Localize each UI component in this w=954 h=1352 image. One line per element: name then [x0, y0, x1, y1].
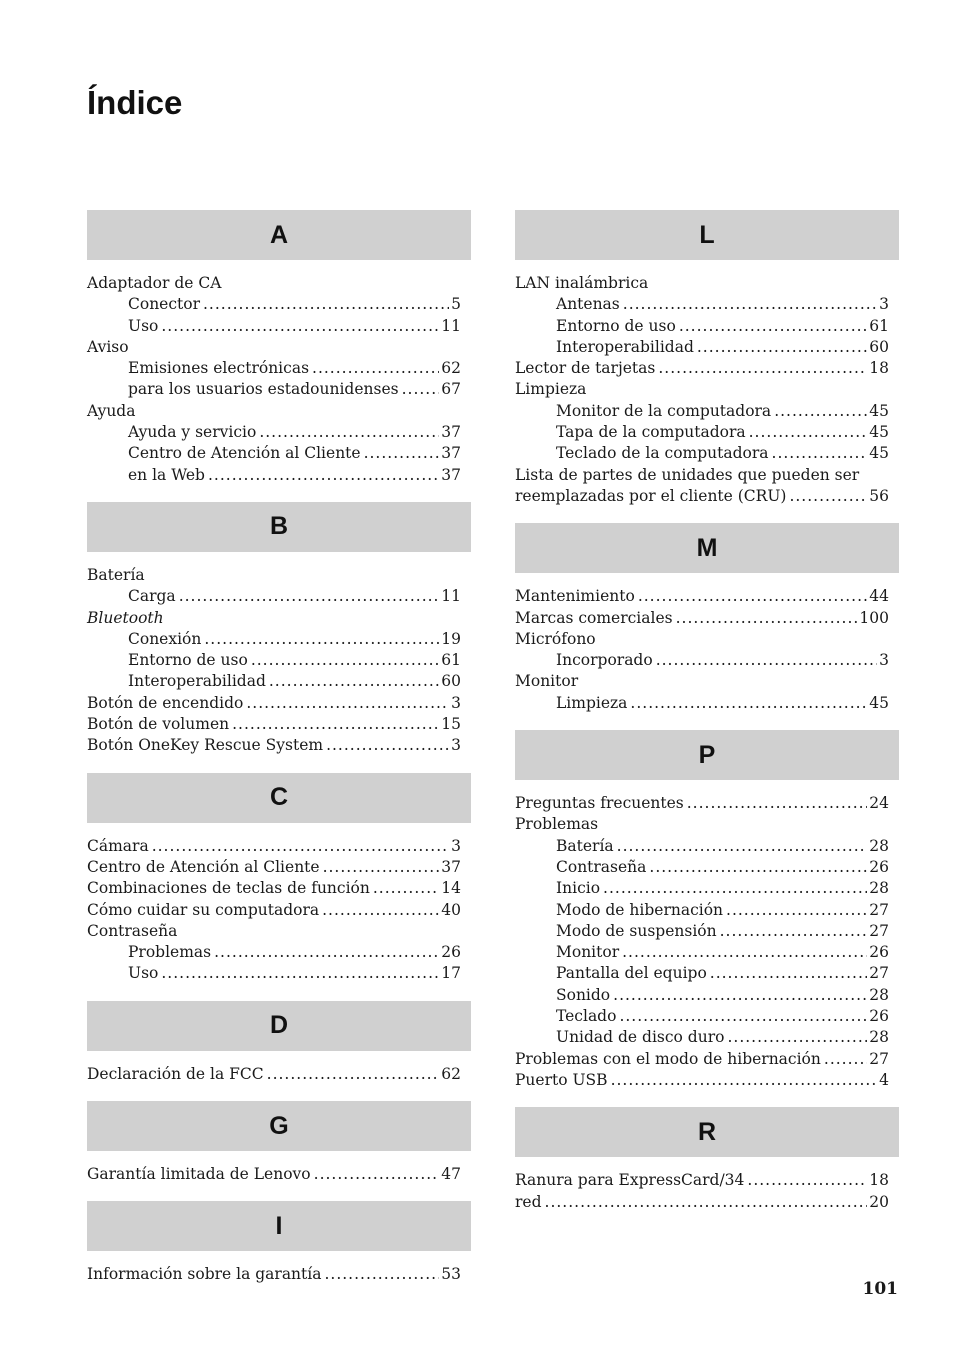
- dot-leader: [267, 1064, 440, 1085]
- index-section-entries: [87, 836, 471, 985]
- dot-leader: [326, 735, 449, 756]
- index-term: Teclado: [556, 1007, 617, 1026]
- index-term: Modo de suspensión: [556, 921, 717, 940]
- dot-leader: [324, 1264, 439, 1285]
- index-term: Problemas: [515, 815, 599, 834]
- index-term: Información sobre la garantía: [87, 1265, 322, 1284]
- index-entry: [515, 273, 889, 294]
- index-entry: [87, 273, 461, 294]
- index-term: Emisiones electrónicas: [128, 359, 310, 378]
- index-page-ref: 45: [869, 693, 889, 712]
- index-term: Conector: [128, 295, 200, 314]
- index-entry: [515, 1170, 889, 1191]
- dot-leader: [613, 985, 867, 1006]
- dot-leader: [774, 401, 867, 422]
- index-page-ref: 37: [441, 444, 461, 463]
- index-term: Aviso: [87, 337, 129, 356]
- index-page-ref: 3: [879, 295, 889, 314]
- index-subentry: [515, 316, 889, 337]
- index-subentry: [515, 401, 889, 422]
- dot-leader: [687, 793, 868, 814]
- index-term: Pantalla del equipo: [556, 964, 707, 983]
- dot-leader: [251, 650, 439, 671]
- index-term: Cámara: [87, 836, 149, 855]
- dot-leader: [720, 921, 868, 942]
- index-term: Botón OneKey Rescue System: [87, 736, 324, 755]
- index-term: Contraseña: [87, 921, 178, 940]
- index-subentry: [515, 1006, 889, 1027]
- index-entry: [515, 671, 889, 692]
- index-subentry: [87, 650, 461, 671]
- section-letter-a: A: [87, 210, 471, 260]
- dot-leader: [622, 942, 867, 963]
- dot-leader: [749, 422, 868, 443]
- index-page-ref: 3: [451, 736, 461, 755]
- dot-leader: [259, 422, 439, 443]
- index-subentry: [515, 443, 889, 464]
- index-page-ref: 17: [441, 964, 461, 983]
- dot-leader: [545, 1192, 868, 1213]
- index-page-ref: 15: [441, 715, 461, 734]
- index-subentry: [87, 629, 461, 650]
- index-entry: [87, 1064, 461, 1085]
- index-section-entries: [87, 565, 471, 757]
- index-subentry: [87, 671, 461, 692]
- index-page-ref: 37: [441, 857, 461, 876]
- index-entry: [87, 900, 461, 921]
- index-subentry: [515, 963, 889, 984]
- index-subentry: [515, 422, 889, 443]
- index-page-ref: 28: [869, 1028, 889, 1047]
- index-entry: [515, 586, 889, 607]
- index-term: Puerto USB: [515, 1070, 608, 1089]
- section-letter-l: L: [515, 210, 899, 260]
- dot-leader: [676, 608, 858, 629]
- index-page-ref: 62: [441, 359, 461, 378]
- index-subentry: [87, 465, 461, 486]
- index-section-entries: [87, 1164, 471, 1185]
- index-entry: [515, 793, 889, 814]
- index-term: Entorno de uso: [556, 316, 676, 335]
- index-term: Ranura para ExpressCard/34: [515, 1171, 745, 1190]
- index-page-ref: 37: [441, 465, 461, 484]
- index-page-ref: 27: [869, 921, 889, 940]
- dot-leader: [789, 486, 867, 507]
- index-page-ref: 26: [869, 1007, 889, 1026]
- index-term: Carga: [128, 587, 176, 606]
- section-letter-b: B: [87, 502, 471, 552]
- dot-leader: [727, 1027, 867, 1048]
- index-entry: [515, 1070, 889, 1091]
- dot-leader: [323, 857, 440, 878]
- index-term: Limpieza: [556, 693, 628, 712]
- index-section-entries: [87, 273, 471, 486]
- index-term: Declaración de la FCC: [87, 1064, 264, 1083]
- dot-leader: [203, 294, 449, 315]
- dot-leader: [697, 337, 867, 358]
- dot-leader: [824, 1049, 867, 1070]
- dot-leader: [772, 443, 868, 464]
- index-subentry: [87, 294, 461, 315]
- dot-leader: [638, 586, 867, 607]
- dot-leader: [611, 1070, 878, 1091]
- index-entry: [87, 693, 461, 714]
- dot-leader: [619, 1006, 867, 1027]
- index-term: Adaptador de CA: [87, 274, 222, 292]
- dot-leader: [312, 358, 439, 379]
- index-page-ref: 27: [869, 964, 889, 983]
- index-term: Monitor: [556, 943, 620, 962]
- index-entry: [515, 608, 889, 629]
- dot-leader: [269, 671, 439, 692]
- index-entry: [515, 814, 889, 835]
- index-subentry: [515, 294, 889, 315]
- index-page-ref: 28: [869, 836, 889, 855]
- dot-leader: [364, 443, 440, 464]
- index-subentry: [87, 963, 461, 984]
- index-term: Botón de volumen: [87, 715, 230, 734]
- dot-leader: [656, 650, 877, 671]
- index-term: Uso: [128, 316, 159, 335]
- index-entry: [87, 878, 461, 899]
- dot-leader: [747, 1170, 867, 1191]
- index-subentry: [515, 836, 889, 857]
- index-term: Entorno de uso: [128, 651, 248, 670]
- index-entry: [515, 379, 889, 400]
- index-subentry: [87, 358, 461, 379]
- index-term: Limpieza: [515, 380, 587, 399]
- index-term: Botón de encendido: [87, 693, 244, 712]
- dot-leader: [630, 693, 867, 714]
- section-letter-g: G: [87, 1101, 471, 1151]
- index-term: Conexión: [128, 629, 202, 648]
- index-page-ref: 37: [441, 423, 461, 442]
- index-page-ref: 67: [441, 380, 461, 399]
- index-subentry: [515, 650, 889, 671]
- dot-leader: [179, 586, 440, 607]
- index-page-ref: 26: [869, 857, 889, 876]
- index-page-ref: 27: [869, 1049, 889, 1068]
- index-subentry: [515, 900, 889, 921]
- index-term: Modo de hibernación: [556, 900, 724, 919]
- index-subentry: [87, 316, 461, 337]
- index-section-entries: [515, 793, 899, 1091]
- dot-leader: [679, 316, 867, 337]
- index-section-entries: [515, 273, 899, 507]
- section-letter-p: P: [515, 730, 899, 780]
- index-term: Teclado de la computadora: [556, 444, 769, 463]
- index-page-ref: 53: [441, 1265, 461, 1284]
- index-term: Lector de tarjetas: [515, 359, 656, 378]
- index-entry: [87, 836, 461, 857]
- index-page-ref: 14: [441, 879, 461, 898]
- index-column-left: [87, 210, 471, 1302]
- index-term: Tapa de la computadora: [556, 423, 746, 442]
- index-section-entries: [87, 1064, 471, 1085]
- index-term: Mantenimiento: [515, 587, 635, 606]
- index-entry: [87, 565, 461, 586]
- index-entry: [87, 1164, 461, 1185]
- index-page-ref: 11: [441, 587, 461, 606]
- dot-leader: [161, 963, 439, 984]
- index-subentry: [515, 985, 889, 1006]
- index-column-right: [515, 210, 899, 1229]
- index-page-ref: 45: [869, 423, 889, 442]
- index-term: Micrófono: [515, 629, 596, 648]
- index-page-ref: 4: [879, 1070, 889, 1089]
- dot-leader: [322, 900, 439, 921]
- index-page-ref: 62: [441, 1064, 461, 1083]
- index-subentry: [87, 942, 461, 963]
- index-page-ref: 18: [869, 1171, 889, 1190]
- index-subentry: [515, 942, 889, 963]
- index-term: Cómo cuidar su computadora: [87, 900, 320, 919]
- dot-leader: [208, 465, 439, 486]
- dot-leader: [710, 963, 867, 984]
- index-term: Monitor de la computadora: [556, 401, 772, 420]
- index-page-ref: 11: [441, 316, 461, 335]
- index-subentry: [515, 1027, 889, 1048]
- dot-leader: [649, 857, 867, 878]
- index-term: Unidad de disco duro: [556, 1028, 725, 1047]
- index-entry: [87, 401, 461, 422]
- index-subentry: [515, 857, 889, 878]
- index-page-ref: 3: [879, 651, 889, 670]
- index-term: Inicio: [556, 879, 601, 898]
- index-term: Ayuda: [87, 401, 136, 420]
- index-page-ref: 56: [869, 486, 889, 505]
- index-entry: [87, 857, 461, 878]
- index-term: red: [515, 1192, 542, 1211]
- index-entry: [87, 1264, 461, 1285]
- dot-leader: [214, 942, 439, 963]
- index-term: Centro de Atención al Cliente: [128, 444, 361, 463]
- index-page-ref: 45: [869, 401, 889, 420]
- index-term: Preguntas frecuentes: [515, 794, 684, 813]
- index-term: Garantía limitada de Lenovo: [87, 1165, 311, 1184]
- index-page-ref: 3: [451, 693, 461, 712]
- index-section-entries: [515, 1170, 899, 1213]
- dot-leader: [232, 714, 439, 735]
- index-page-ref: 28: [869, 985, 889, 1004]
- section-letter-r: R: [515, 1107, 899, 1157]
- section-letter-d: D: [87, 1001, 471, 1051]
- index-subentry: [515, 921, 889, 942]
- index-term: Contraseña: [556, 857, 647, 876]
- index-term: Antenas: [556, 295, 620, 314]
- index-entry: [87, 337, 461, 358]
- index-term: Interoperabilidad: [128, 672, 266, 691]
- index-term: Combinaciones de teclas de función: [87, 879, 370, 898]
- index-subentry: [515, 693, 889, 714]
- dot-leader: [373, 878, 439, 899]
- index-subentry: [87, 443, 461, 464]
- index-page-ref: 45: [869, 444, 889, 463]
- dot-leader: [204, 629, 439, 650]
- index-term: Problemas con el modo de hibernación: [515, 1049, 821, 1068]
- index-page-ref: 44: [869, 587, 889, 606]
- index-page-ref: 60: [441, 672, 461, 691]
- index-page-ref: 28: [869, 879, 889, 898]
- index-entry: [515, 629, 889, 650]
- index-term: Sonido: [556, 985, 611, 1004]
- section-letter-c: C: [87, 773, 471, 823]
- index-subentry: [87, 379, 461, 400]
- index-subentry: [515, 878, 889, 899]
- index-page-ref: 19: [441, 629, 461, 648]
- index-term: LAN inalámbrica: [515, 274, 649, 292]
- dot-leader: [617, 836, 868, 857]
- dot-leader: [246, 693, 449, 714]
- index-entry: [515, 1049, 889, 1070]
- index-entry: [87, 921, 461, 942]
- index-term: Batería: [87, 565, 145, 584]
- index-page-ref: 24: [869, 794, 889, 813]
- index-term: Marcas comerciales: [515, 608, 673, 627]
- index-page-ref: 60: [869, 337, 889, 356]
- index-entry: [87, 735, 461, 756]
- index-entry: [515, 486, 889, 507]
- index-section-entries: [515, 586, 899, 714]
- index-section-entries: [87, 1264, 471, 1285]
- index-term: Ayuda y servicio: [128, 423, 257, 442]
- index-entry: [87, 714, 461, 735]
- index-page-ref: 26: [869, 943, 889, 962]
- dot-leader: [623, 294, 877, 315]
- dot-leader: [726, 900, 867, 921]
- index-term: Problemas: [128, 943, 212, 962]
- index-page-ref: 20: [869, 1192, 889, 1211]
- index-term: en la Web: [128, 465, 205, 484]
- index-entry: [515, 1192, 889, 1213]
- index-page-ref: 18: [869, 359, 889, 378]
- page-title: Índice: [87, 84, 183, 121]
- index-page-ref: 61: [441, 651, 461, 670]
- index-term: Interoperabilidad: [556, 337, 694, 356]
- index-term: Uso: [128, 964, 159, 983]
- index-term: Batería: [556, 836, 614, 855]
- index-term: Monitor: [515, 672, 579, 691]
- dot-leader: [402, 379, 440, 400]
- index-page-ref: 100: [859, 608, 889, 627]
- index-term: reemplazadas por el cliente (CRU): [515, 486, 787, 505]
- dot-leader: [161, 316, 439, 337]
- section-letter-i: I: [87, 1201, 471, 1251]
- index-page-ref: 3: [451, 836, 461, 855]
- index-page-ref: 27: [869, 900, 889, 919]
- dot-leader: [603, 878, 867, 899]
- index-subentry: [87, 586, 461, 607]
- index-entry: [87, 608, 461, 629]
- index-entry-line: Lista de partes de unidades que pueden ser: [515, 465, 860, 484]
- index-subentry: [515, 337, 889, 358]
- dot-leader: [152, 836, 449, 857]
- index-page-ref: 61: [869, 316, 889, 335]
- index-term: Centro de Atención al Cliente: [87, 857, 320, 876]
- index-subentry: [87, 422, 461, 443]
- index-term: Bluetooth: [87, 608, 164, 627]
- index-term: para los usuarios estadounidenses: [128, 380, 399, 399]
- page-number: 101: [862, 1279, 898, 1299]
- index-page-ref: 40: [441, 900, 461, 919]
- index-entry: [515, 358, 889, 379]
- index-page-ref: 47: [441, 1165, 461, 1184]
- index-term: Incorporado: [556, 651, 653, 670]
- index-page-ref: 26: [441, 943, 461, 962]
- dot-leader: [658, 358, 867, 379]
- section-letter-m: M: [515, 523, 899, 573]
- dot-leader: [314, 1164, 440, 1185]
- index-page-ref: 5: [451, 295, 461, 314]
